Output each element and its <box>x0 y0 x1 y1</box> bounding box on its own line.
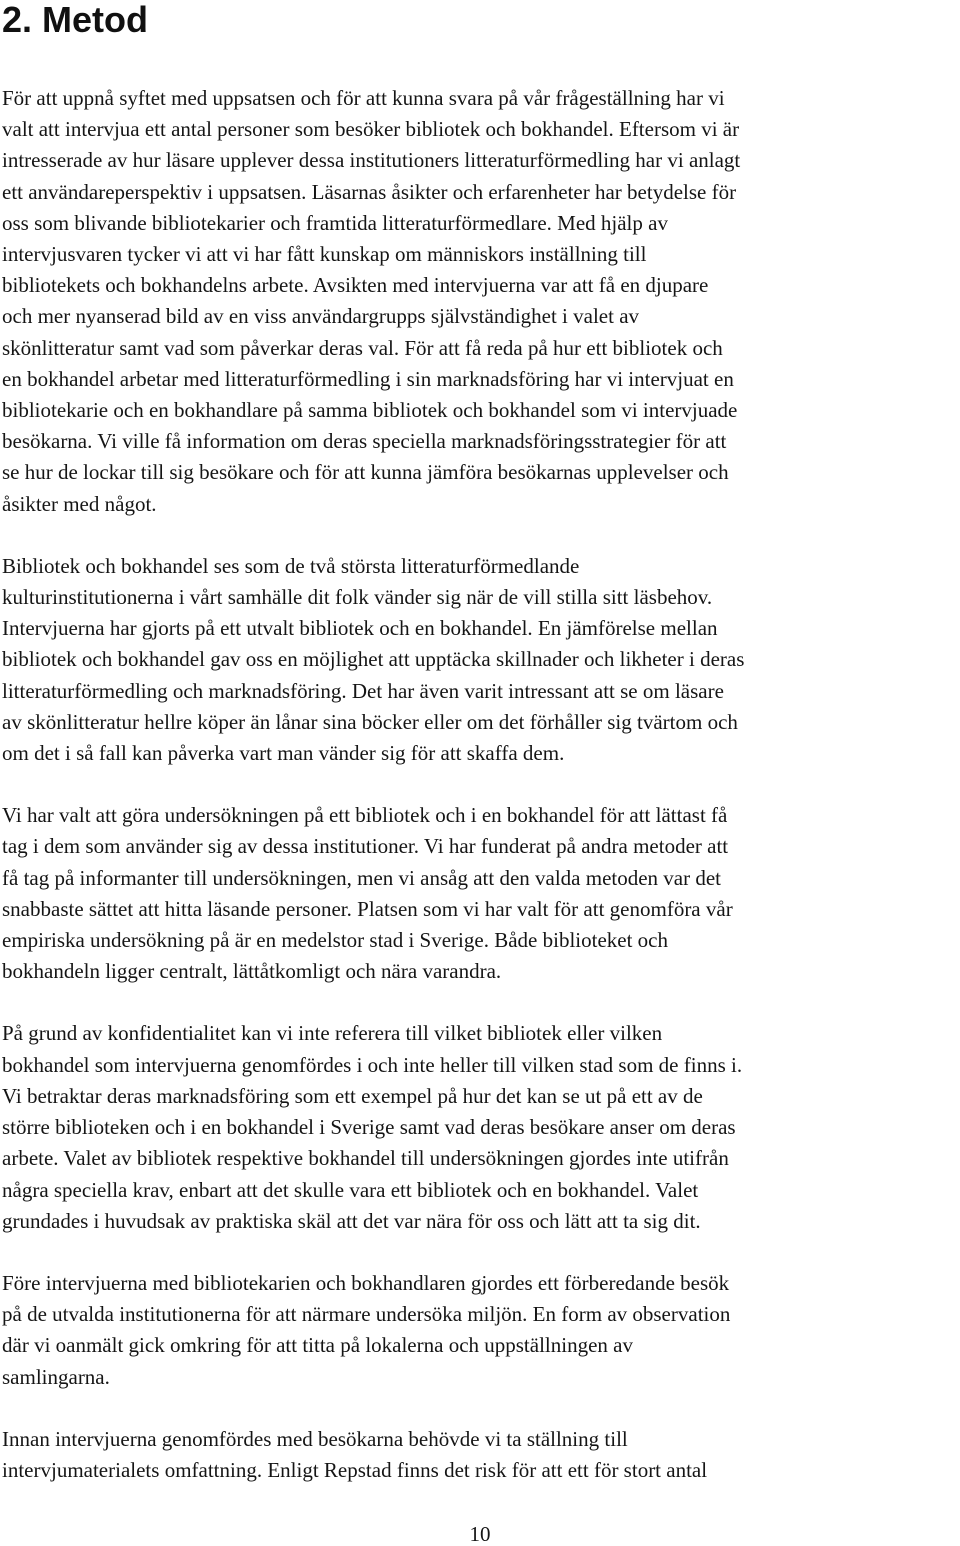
paragraph-confidentiality: På grund av konfidentialitet kan vi inte referera till vilket bibliotek eller vilken bokhandel som intervjuerna genomfördes i och inte heller till vilken stad som de finns i. Vi betraktar deras marknadsföring som ett exempel på hur det kan se ut på ett av de större biblioteken och i en bokhandel i Sverige samt vad deras besökare anser om deras arbete. Valet av bibliotek respektive bokhandel till undersökningen gjordes inte utifrån några speciella krav, enbart att det skulle vara ett bibliotek och en bokhandel. Valet grundades i huvudsak av praktiska skäl att det var nära för oss och lätt att ta sig dit. <box>2 1021 743 1233</box>
paragraph-choice-of-location: Vi har valt att göra undersökningen på ett bibliotek och i en bokhandel för att lättast få tag i dem som använder sig av dessa institutioner. Vi har funderat på andra metoder att få tag på informanter till undersökningen, men vi ansåg att den valda metoden var det snabbaste sättet att hitta läsande personer. Platsen som vi har valt för att genomföra vår empiriska undersökning på är en medelstor stad i Sverige. Både biblioteket och bokhandeln ligger centralt, lättåtkomligt och nära varandra. <box>2 803 733 984</box>
section-heading: 2. Metod <box>2 0 149 40</box>
paragraph-method-purpose: För att uppnå syftet med uppsatsen och för att kunna svara på vår frågeställning har vi valt att intervjua ett antal personer som besöker bibliotek och bokhandel. Eftersom vi är intresserade av hur läsare upplever dessa institutioners litteraturförmedling har vi anlagt ett användareperspektiv i uppsatsen. Läsarnas åsikter och erfarenheter har betydelse för oss som blivande bibliotekarier och framtida litteraturförmedlare. Med hjälp av intervjusvaren tycker vi att vi har fått kunskap om människors inställning till bibliotekets och bokhandelns arbete. Avsikten med intervjuerna var att få en djupare och mer nyanserad bild av en viss användargrupps självständighet i valet av skönlitteratur samt vad som påverkar deras val. För att få reda på hur ett bibliotek och en bokhandel arbetar med litteraturförmedling i sin marknadsföring har vi intervjuat en bibliotekarie och en bokhandlare på samma bibliotek och bokhandel som vi intervjuade besökarna. Vi ville få information om deras speciella marknadsföringsstrategier för att se hur de lockar till sig besökare och för att kunna jämföra besökarnas upplevelser och åsikter med något. <box>2 86 741 516</box>
paragraph-library-bookstore: Bibliotek och bokhandel ses som de två största litteraturförmedlande kulturinstitutionerna i vårt samhälle dit folk vänder sig när de vill stilla sitt läsbehov. Intervjuerna har gjorts på ett utvalt bibliotek och en bokhandel. En jämförelse mellan bibliotek och bokhandel gav oss en möjlighet att upptäcka skillnader och likheter i deras litteraturförmedling och marknadsföring. Det har även varit intressant att se om läsare av skönlitteratur hellre köper än lånar sina böcker eller om det förhåller sig tvärtom och om det i så fall kan påverka vart man vänder sig för att skaffa dem. <box>2 553 745 766</box>
page-number: 10 <box>469 1522 491 1546</box>
paragraph-interview-scope: Innan intervjuerna genomfördes med besökarna behövde vi ta ställning till intervjumaterialets omfattning. Enligt Repstad finns det risk för att ett för stort antal <box>2 1426 708 1482</box>
paragraph-preparatory-visit: Före intervjuerna med bibliotekarien och bokhandlaren gjordes ett förberedande besök på de utvalda institutionerna för att närmare undersöka miljön. En form av observation där vi oanmält gick omkring för att titta på lokalerna och uppställningen av samlingarna. <box>2 1270 731 1389</box>
